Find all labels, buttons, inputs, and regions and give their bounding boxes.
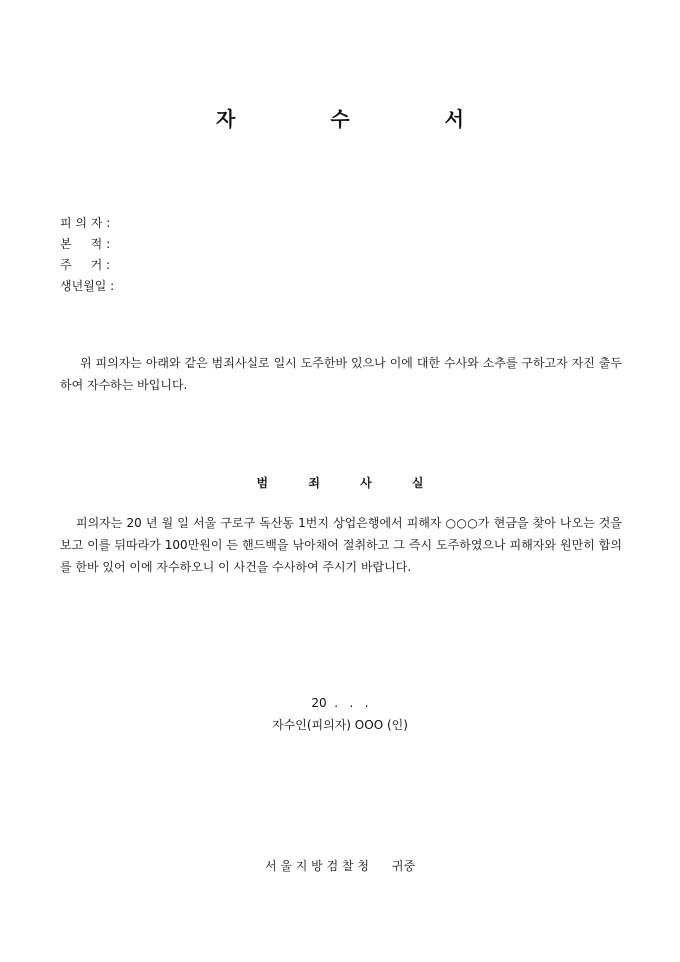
crime-facts-heading: 범 죄 사 실 [256, 476, 442, 490]
addressee-line: 서 울 지 방 검 찰 청 귀중 [264, 859, 416, 873]
personal-info-fields [60, 213, 114, 297]
document-title: 자 수 서 [216, 107, 508, 131]
field-suspect-name: 피 의 자 : [60, 216, 111, 230]
crime-facts-paragraph: 피의자는 20 년 월 일 서울 구로구 독산동 1번지 상업은행에서 피해자 ○○○가 현금을 찾아 나오는 것을 보고 이를 뒤따라가 100만원이 든 핸드백을 낚아채어 절취하고 그 즉시 도주하였으나 피해자와 원만히 합의를 한바 있어 이에 자수하오니 이 사건을 수사하여 주시기 바랍니다. [60, 516, 622, 574]
field-residence: 주 거 : [60, 258, 111, 272]
field-registered-domicile: 본 적 : [60, 237, 111, 251]
field-birth-date: 생년월일 : [60, 279, 115, 293]
date-line: 20 . . . [311, 696, 369, 710]
signer-line: 자수인(피의자) OOO (인) [272, 718, 408, 732]
intro-paragraph: 위 피의자는 아래와 같은 범죄사실로 일시 도주한바 있으나 이에 대한 수사와 소추를 구하고자 자진 출두하여 자수하는 바입니다. [60, 356, 622, 392]
